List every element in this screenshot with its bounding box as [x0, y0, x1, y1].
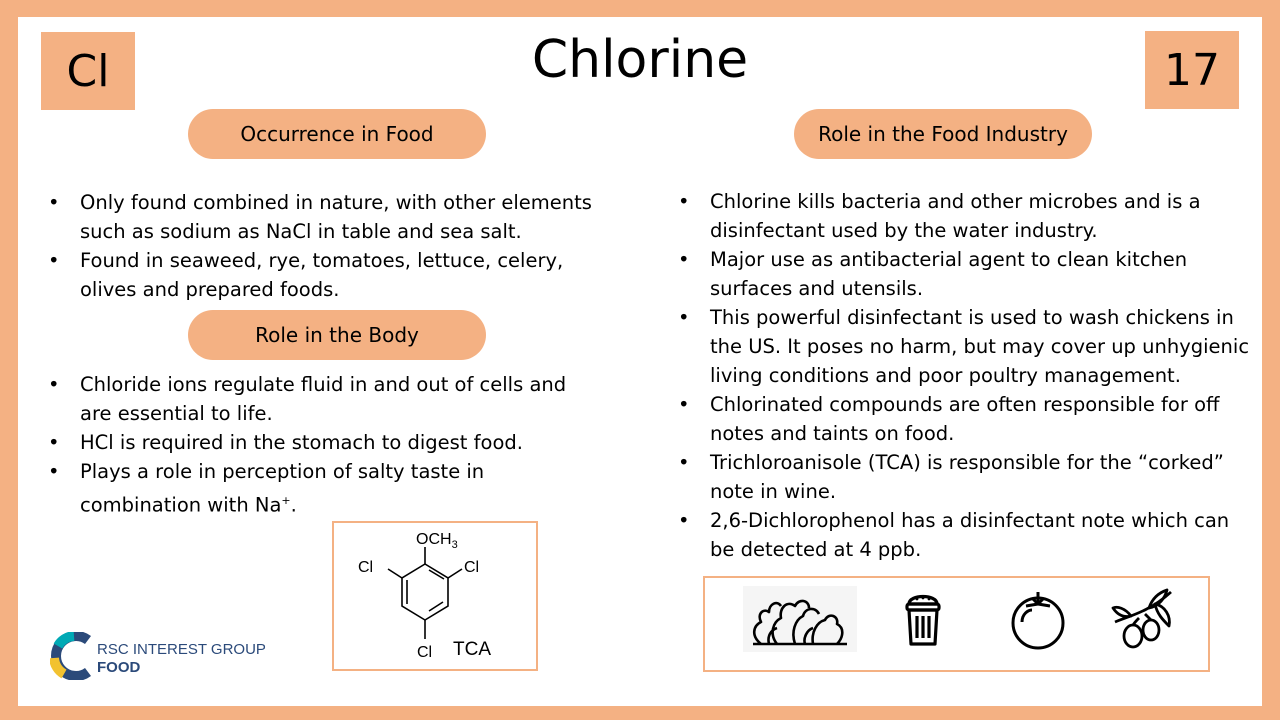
structure-cl-bottom: Cl: [417, 644, 433, 661]
tca-structure-box: [332, 521, 538, 671]
food-icons-box: [703, 576, 1210, 672]
structure-cl-right: Cl: [464, 559, 480, 576]
list-item: • HCl is required in the stomach to digest food.: [48, 428, 568, 457]
body-heading: Role in the Body: [188, 310, 486, 360]
atomic-number-box: [1145, 31, 1239, 109]
list-item-text: Plays a role in perception of salty taste in combination with Na: [80, 460, 485, 517]
industry-heading: Role in the Food Industry: [794, 109, 1092, 159]
structure-cl-left: Cl: [358, 559, 374, 576]
rsc-logo-icon: [50, 632, 94, 680]
svg-text:OCH3: [416, 531, 458, 551]
seaweed-icon: [743, 586, 857, 652]
list-item: • Major use as antibacterial agent to clean kitchen surfaces and utensils.: [678, 245, 1258, 303]
list-item: • Chlorine kills bacteria and other microbes and is a disinfectant used by the water industry.: [678, 187, 1258, 245]
list-item: • Chlorinated compounds are often responsible for off notes and taints on food.: [678, 390, 1258, 448]
occurrence-heading: Occurrence in Food: [188, 109, 486, 159]
list-item: • Trichloroanisole (TCA) is responsible for the “corked” note in wine.: [678, 448, 1258, 506]
body-list: [48, 370, 568, 520]
tca-structure-diagram: [334, 523, 536, 669]
list-item: • This powerful disinfectant is used to wash chickens in the US. It poses no harm, but may cover up unhygienic living conditions and poor poultry management.: [678, 303, 1258, 390]
industry-list: [678, 187, 1258, 564]
list-item-end: .: [290, 493, 297, 517]
element-symbol-box: [41, 32, 135, 110]
olive-branch-icon: [1109, 586, 1177, 652]
element-symbol: Cl: [66, 45, 110, 97]
structure-caption: TCA: [453, 639, 491, 660]
tomato-icon: [1008, 588, 1068, 650]
atomic-number: 17: [1164, 44, 1220, 96]
logo-line1: RSC INTEREST GROUP: [97, 641, 266, 658]
list-item: • Chloride ions regulate fluid in and out of cells and are essential to life.: [48, 370, 568, 428]
sodium-charge: +: [281, 494, 291, 507]
list-item: • 2,6-Dichlorophenol has a disinfectant note which can be detected at 4 ppb.: [678, 506, 1258, 564]
structure-top-label: OCH: [416, 531, 452, 548]
logo-line2: FOOD: [97, 659, 141, 676]
occurrence-list: [48, 188, 623, 304]
salt-shaker-icon: [899, 588, 947, 648]
list-item: • Only found combined in nature, with other elements such as sodium as NaCl in table and sea salt.: [48, 188, 623, 246]
list-item: [48, 457, 568, 520]
page-title: Chlorine: [531, 30, 749, 90]
structure-top-subscript: 3: [451, 539, 458, 551]
list-item: • Found in seaweed, rye, tomatoes, lettuce, celery, olives and prepared foods.: [48, 246, 623, 304]
